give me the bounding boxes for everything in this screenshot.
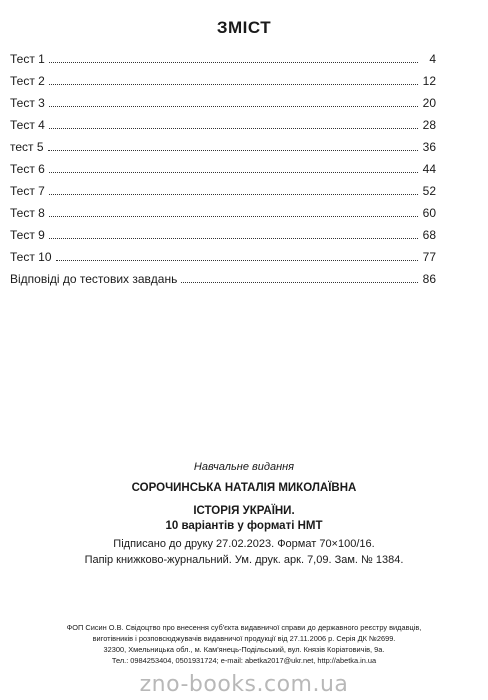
toc-entry-page: 60	[422, 206, 436, 220]
toc-entry-page: 28	[422, 118, 436, 132]
toc-entry-label: тест 5	[10, 140, 44, 154]
toc-entry-label: Тест 9	[10, 228, 45, 242]
toc-entry	[10, 110, 436, 132]
toc-entry-label: Тест 6	[10, 162, 45, 176]
toc-entry-label: Тест 4	[10, 118, 45, 132]
toc-entry-label: Відповіді до тестових завдань	[10, 272, 178, 286]
toc-entry	[10, 264, 436, 286]
toc-entry-label: Тест 8	[10, 206, 45, 220]
toc-entry-label: Тест 2	[10, 74, 45, 88]
toc-entry	[10, 220, 436, 242]
toc-entry-label: Тест 1	[10, 52, 45, 66]
publisher-line: виготівників і розповсюджувачів видавничої продукції від 27.11.2006 р. Серія ДК №2699.	[92, 634, 396, 643]
toc-entry-label: Тест 10	[10, 250, 52, 264]
edition-type: Навчальне видання	[193, 461, 295, 473]
toc-dot-leader	[49, 237, 418, 239]
print-signed-info: Підписано до друку 27.02.2023. Формат 70×100/16.	[113, 538, 375, 550]
toc-dot-leader	[49, 127, 418, 129]
toc-entry-page: 68	[422, 228, 436, 242]
page-title: ЗМІСТ	[216, 18, 272, 37]
toc-entry-page: 86	[422, 272, 436, 286]
toc-entry-label: Тест 3	[10, 96, 45, 110]
book-subtitle: 10 варіантів у форматі НМТ	[165, 520, 323, 532]
toc-entry	[10, 44, 436, 66]
toc-entry-page: 36	[422, 140, 436, 154]
publisher-line: 32300, Хмельницька обл., м. Кам'янець-Подільський, вул. Князів Коріатовичів, 9а.	[103, 645, 385, 654]
toc-dot-leader	[56, 259, 418, 261]
toc-entry-page: 77	[422, 250, 436, 264]
toc-dot-leader	[49, 105, 418, 107]
author-name: СОРОЧИНСЬКА НАТАЛІЯ МИКОЛАЇВНА	[131, 482, 357, 494]
toc-entry-page: 4	[429, 52, 436, 66]
toc-entry-page: 12	[422, 74, 436, 88]
table-of-contents	[10, 44, 436, 286]
toc-entry	[10, 132, 436, 154]
book-title: ІСТОРІЯ УКРАЇНИ.	[193, 505, 295, 517]
publisher-line: Тел.: 0984253404, 0501931724; e-mail: abetka2017@ukr.net, http://abetka.in.ua	[111, 656, 377, 665]
toc-dot-leader	[49, 61, 418, 63]
toc-entry	[10, 88, 436, 110]
toc-entry-page: 52	[422, 184, 436, 198]
toc-dot-leader	[49, 171, 418, 173]
toc-dot-leader	[48, 149, 418, 151]
toc-dot-leader	[181, 281, 418, 283]
paper-info: Папір книжково-журнальний. Ум. друк. арк. 7,09. Зам. № 1384.	[84, 554, 404, 566]
publisher-line: ФОП Сисин О.В. Свідоцтво про внесення суб'єкта видавничої справи до державного реєстру видавців,	[66, 623, 422, 632]
toc-entry	[10, 154, 436, 176]
toc-entry	[10, 198, 436, 220]
toc-entry	[10, 176, 436, 198]
toc-entry	[10, 66, 436, 88]
toc-dot-leader	[49, 215, 418, 217]
toc-dot-leader	[49, 193, 418, 195]
toc-entry-page: 44	[422, 162, 436, 176]
toc-entry	[10, 242, 436, 264]
toc-entry-label: Тест 7	[10, 184, 45, 198]
toc-entry-page: 20	[422, 96, 436, 110]
toc-dot-leader	[49, 83, 418, 85]
publisher-info	[0, 622, 488, 666]
watermark: zno-books.com.ua	[139, 672, 349, 697]
